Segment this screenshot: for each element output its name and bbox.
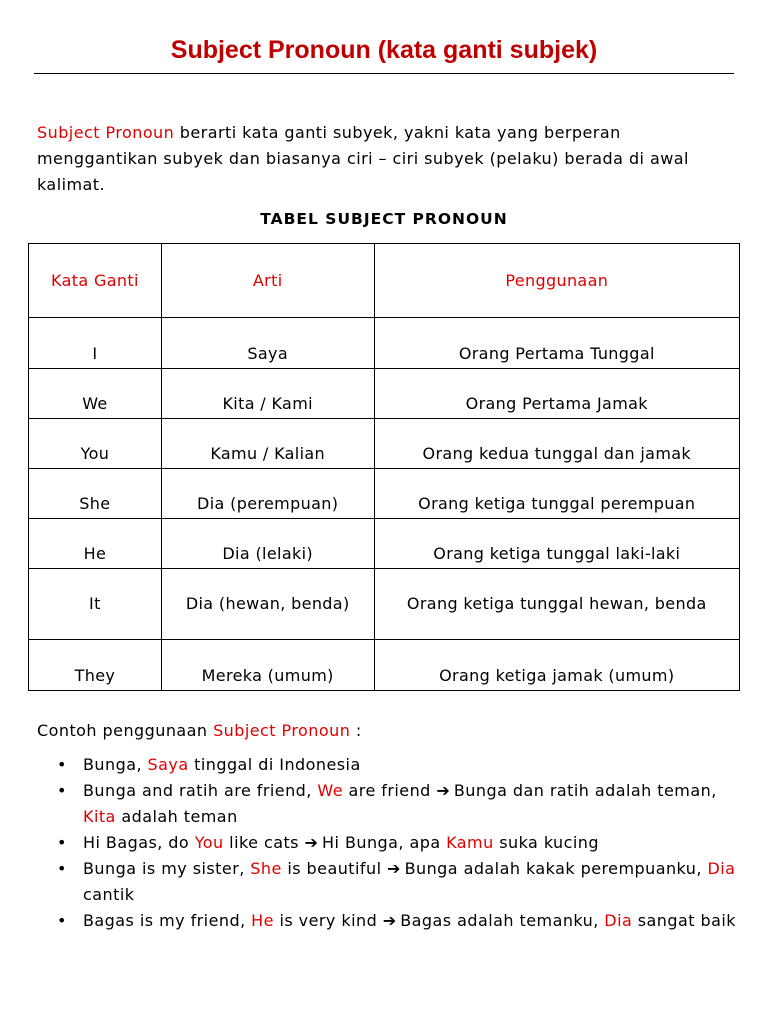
table-row xyxy=(29,318,740,369)
cell-meaning: Dia (perempuan) xyxy=(161,469,374,519)
cell-usage: Orang ketiga tunggal hewan, benda xyxy=(374,569,739,640)
table-header-row xyxy=(29,244,740,318)
example-translation: sangat baik xyxy=(632,911,736,930)
bullet-icon: • xyxy=(57,755,67,774)
table-row xyxy=(29,519,740,569)
title-divider xyxy=(34,73,734,74)
table-row xyxy=(29,419,740,469)
examples-list xyxy=(37,752,737,934)
cell-meaning: Saya xyxy=(161,318,374,369)
examples-heading-prefix: Contoh penggunaan xyxy=(37,721,214,740)
cell-usage: Orang Pertama Tunggal xyxy=(374,318,739,369)
example-pronoun: He xyxy=(251,911,274,930)
example-text: like cats xyxy=(223,833,305,852)
example-translation: Bunga dan ratih adalah teman, xyxy=(448,781,717,800)
intro-term: Subject Pronoun xyxy=(37,123,175,142)
header-arti: Arti xyxy=(161,244,374,318)
example-pronoun: You xyxy=(194,833,224,852)
cell-meaning: Kamu / Kalian xyxy=(161,419,374,469)
bullet-icon: • xyxy=(57,859,67,878)
table-row xyxy=(29,640,740,691)
examples-heading xyxy=(37,718,362,744)
example-text: Bunga, xyxy=(83,755,148,774)
intro-paragraph xyxy=(37,120,737,198)
header-penggunaan: Penggunaan xyxy=(374,244,739,318)
table-row xyxy=(29,469,740,519)
example-pronoun-translation: Dia xyxy=(604,911,633,930)
cell-pronoun: We xyxy=(29,369,162,419)
example-text: Bunga and ratih are friend, xyxy=(83,781,318,800)
example-text: tinggal di Indonesia xyxy=(188,755,361,774)
cell-usage: Orang ketiga tunggal laki-laki xyxy=(374,519,739,569)
arrow-right-icon: ➔ xyxy=(436,781,451,800)
example-translation: Hi Bunga, apa xyxy=(316,833,447,852)
cell-meaning: Dia (lelaki) xyxy=(161,519,374,569)
cell-usage: Orang Pertama Jamak xyxy=(374,369,739,419)
list-item xyxy=(37,752,737,778)
list-item xyxy=(37,856,737,908)
example-translation: adalah teman xyxy=(115,807,238,826)
cell-usage: Orang ketiga jamak (umum) xyxy=(374,640,739,691)
arrow-right-icon: ➔ xyxy=(387,859,401,878)
list-item xyxy=(37,830,737,856)
cell-pronoun: They xyxy=(29,640,162,691)
cell-usage: Orang kedua tunggal dan jamak xyxy=(374,419,739,469)
example-translation: Bagas adalah temanku, xyxy=(394,911,605,930)
example-text: Bunga is my sister, xyxy=(83,859,251,878)
cell-usage: Orang ketiga tunggal perempuan xyxy=(374,469,739,519)
table-row xyxy=(29,369,740,419)
example-pronoun-translation: Kamu xyxy=(446,833,494,852)
bullet-icon: • xyxy=(57,833,67,852)
cell-meaning: Dia (hewan, benda) xyxy=(161,569,374,640)
list-item xyxy=(37,908,737,934)
intro-text: berarti kata ganti subyek, yakni kata yang berperan menggantikan subyek dan biasanya ciri – ciri subyek (pelaku) berada di awal kalimat. xyxy=(37,123,689,194)
examples-heading-term: Subject Pronoun xyxy=(213,721,351,740)
example-translation: suka kucing xyxy=(493,833,599,852)
subject-pronoun-table xyxy=(28,243,740,691)
example-pronoun: Saya xyxy=(147,755,189,774)
cell-pronoun: He xyxy=(29,519,162,569)
table-caption: TABEL SUBJECT PRONOUN xyxy=(260,210,508,228)
cell-pronoun: You xyxy=(29,419,162,469)
table-row xyxy=(29,569,740,640)
page-title: Subject Pronoun (kata ganti subjek) xyxy=(170,36,598,64)
example-text: Hi Bagas, do xyxy=(83,833,195,852)
list-item xyxy=(37,778,737,830)
bullet-icon: • xyxy=(57,911,67,930)
arrow-right-icon: ➔ xyxy=(304,833,319,852)
header-kata-ganti: Kata Ganti xyxy=(29,244,162,318)
cell-meaning: Mereka (umum) xyxy=(161,640,374,691)
example-pronoun-translation: Dia xyxy=(707,859,736,878)
example-text: is beautiful xyxy=(281,859,388,878)
example-pronoun: She xyxy=(250,859,282,878)
bullet-icon: • xyxy=(57,781,67,800)
example-pronoun-translation: Kita xyxy=(83,807,116,826)
cell-pronoun: I xyxy=(29,318,162,369)
arrow-right-icon: ➔ xyxy=(382,911,397,930)
examples-heading-suffix: : xyxy=(350,721,362,740)
example-text: are friend xyxy=(343,781,437,800)
cell-meaning: Kita / Kami xyxy=(161,369,374,419)
cell-pronoun: She xyxy=(29,469,162,519)
example-translation: cantik xyxy=(83,885,135,904)
example-pronoun: We xyxy=(317,781,343,800)
example-text: Bagas is my friend, xyxy=(83,911,252,930)
example-text: is very kind xyxy=(273,911,383,930)
example-translation: Bunga adalah kakak perempuanku, xyxy=(399,859,708,878)
cell-pronoun: It xyxy=(29,569,162,640)
